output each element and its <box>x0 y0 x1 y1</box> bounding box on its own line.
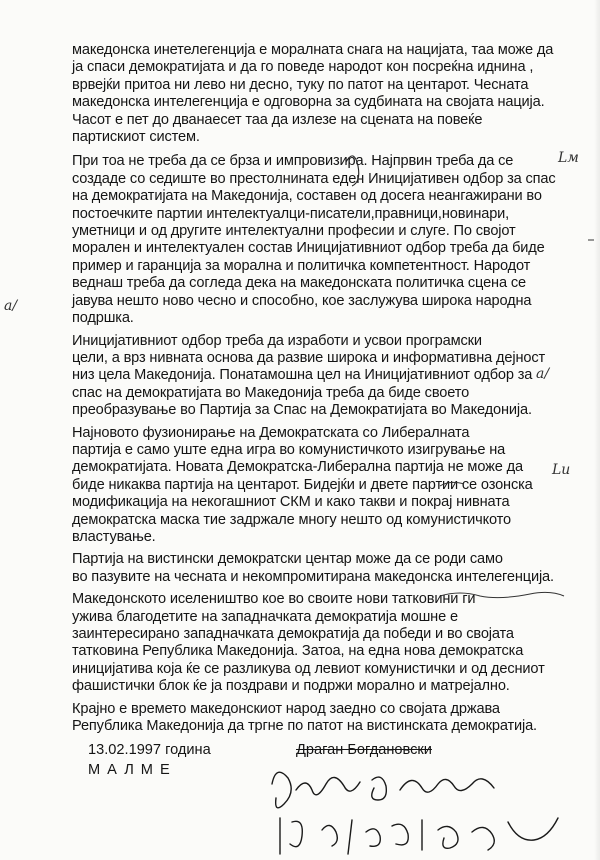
paragraph-3: Иницијативниот одбор треба да изработи и усвои програмски цели, а врз нивната основа да развие широка и информативна дејност низ цела Македонија. Понатамошна цел на Иницијативниот одбор за спас на демократијата во Македонија треба да биде своето преобразување во Партија за Спас на Демократијата во Македонија. <box>72 332 546 419</box>
author-name: Драган Богдановски <box>296 742 432 758</box>
paragraph-5: Партија на вистински демократски центар може да се роди само во пазувите на чесната и некомпромитирана македонска интелегенција. <box>72 551 554 585</box>
paragraph-4: Најновото фузионирање на Демократската со Либералната партија е само уште една игра во комунистичкото изигрување на демократијата. Новата Демократска-Либерална партија не може да биде никаква партија на центарот. Бидејќи и двете партии се озонска модификација на некогашниот СКМ и како такви и покрај нивната демократска маска тие задржале многу нешто од комунистичкото властување. <box>72 424 533 545</box>
paragraph-2: При тоа не треба да се брза и импровизира. Најпрвин треба да се создаде со седиште во престолнината еден Иницијативен одбор за спас на демократијата на Македонија, составен од досега неангажирани во постоечките партии интелектуалци-писатели,правници,новинари, уметници и од другите интелектуални професии и слуге. По својот морален и интелектуален состав Иницијативниот одбор треба да биде пример и гаранција за морална и политичка компетентност. Народот веднаш треба да согледа дека на македонската политичка сцена се јавува нешто ново чесно и способно, кое заслужува широка народна подршка. <box>72 153 556 327</box>
margin-note-1: Lм <box>558 150 579 166</box>
paragraph-1: македонска инетелегенција е моралната снага на нацијата, таа може да ја спаси демократијата и да го поведе народот кон посреќна иднина , врвејќи притоа ни лево ни десно, туку по патот на центарот. Чесната македонска интелегенција е одговорна за судбината на својата нација. Часот е пет до дванаесет таа да излезе на сцената на повеќе партискиот систем. <box>72 42 554 146</box>
document-date: 13.02.1997 година <box>88 742 211 758</box>
margin-note-2: a/ <box>4 298 18 314</box>
margin-note-3: a/ <box>536 366 550 382</box>
paragraph-7: Крајно е времето македонскиот народ заедно со својата држава Република Македонија да тргне по патот на вистинската демократија. <box>72 700 537 735</box>
scan-edge-shadow <box>594 0 600 860</box>
document-place: МАЛМЕ <box>88 762 177 778</box>
handwritten-signature <box>262 760 592 860</box>
paragraph-6: Македонското иселеништво кое во своите нови татковини ги уживa благодетите на западначката демократија мошне е заинтересирано западначката демократија да победи и во својата татковина Република Македонија. Затоа, на една нова демократска иницијатива која ќе се разликува од левиот комунистички и од десниот фашистички блок ќе ја поздрави и подржи морално и матрејално. <box>72 591 545 695</box>
margin-note-4: Lи <box>552 462 571 478</box>
